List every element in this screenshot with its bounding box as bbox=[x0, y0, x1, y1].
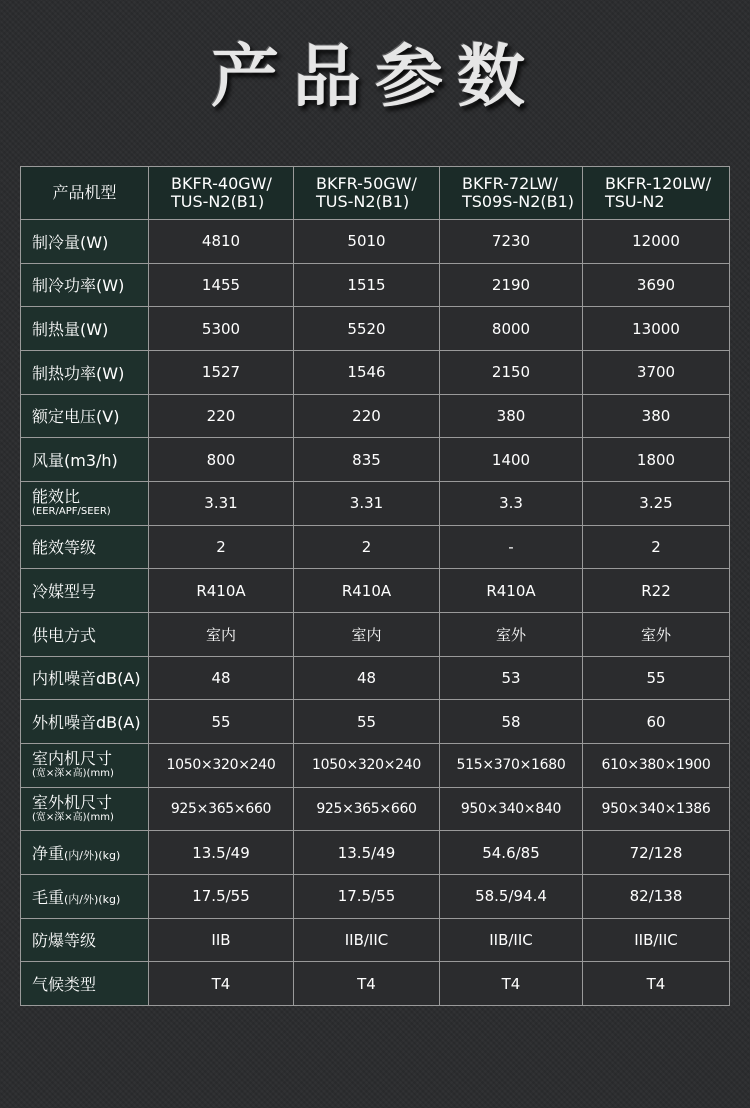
row-label bbox=[21, 831, 149, 875]
row-label-text: 防爆等级 bbox=[32, 931, 97, 951]
table-row bbox=[21, 743, 730, 787]
table-cell: 380 bbox=[583, 394, 730, 438]
table-cell: 2150 bbox=[440, 350, 583, 394]
row-label-text: 内机噪音dB(A) bbox=[32, 669, 141, 689]
table-row bbox=[21, 874, 730, 918]
table-cell: 55 bbox=[583, 656, 730, 700]
table-cell: IIB bbox=[149, 918, 294, 962]
table-cell: 室外 bbox=[583, 612, 730, 656]
table-cell: 3.31 bbox=[294, 481, 440, 525]
table-cell: T4 bbox=[294, 962, 440, 1006]
table-cell: R410A bbox=[149, 569, 294, 613]
row-label-text: 制热量(W) bbox=[32, 320, 109, 340]
table-row bbox=[21, 307, 730, 351]
model-name-line: BKFR-72LW/ bbox=[462, 174, 558, 193]
row-label-text: 能效等级 bbox=[32, 538, 97, 558]
row-label-text: 供电方式 bbox=[32, 625, 97, 645]
table-cell: 室外 bbox=[440, 612, 583, 656]
row-label-text: 室内机尺寸 bbox=[32, 749, 113, 769]
table-cell: 53 bbox=[440, 656, 583, 700]
table-cell: 835 bbox=[294, 438, 440, 482]
table-cell: 3.31 bbox=[149, 481, 294, 525]
table-cell: 60 bbox=[583, 700, 730, 744]
table-row bbox=[21, 481, 730, 525]
model-name-line: BKFR-40GW/ bbox=[171, 174, 272, 193]
table-cell: 2190 bbox=[440, 263, 583, 307]
model-header bbox=[583, 167, 730, 220]
row-label-subtext: (EER/APF/SEER) bbox=[32, 506, 111, 518]
row-label-text: 室外机尺寸 bbox=[32, 792, 113, 812]
table-row bbox=[21, 394, 730, 438]
table-cell: 515×370×1680 bbox=[440, 743, 583, 787]
table-cell: T4 bbox=[149, 962, 294, 1006]
row-label-text: 冷媒型号 bbox=[32, 582, 97, 602]
row-label-text: 制热功率(W) bbox=[32, 363, 125, 383]
row-label bbox=[21, 220, 149, 264]
row-label bbox=[21, 962, 149, 1006]
table-cell: 7230 bbox=[440, 220, 583, 264]
model-name-line: TSU-N2 bbox=[605, 192, 665, 211]
table-cell: 12000 bbox=[583, 220, 730, 264]
table-row bbox=[21, 569, 730, 613]
table-row bbox=[21, 263, 730, 307]
table-row bbox=[21, 350, 730, 394]
table-cell: 950×340×1386 bbox=[583, 787, 730, 831]
model-name-line: TUS-N2(B1) bbox=[171, 192, 265, 211]
table-cell: 1527 bbox=[149, 350, 294, 394]
row-label bbox=[21, 569, 149, 613]
row-label-unit: (内/外)(kg) bbox=[64, 849, 121, 863]
table-cell: 5010 bbox=[294, 220, 440, 264]
row-label bbox=[21, 263, 149, 307]
row-label-text: 毛重 bbox=[32, 887, 65, 907]
row-label bbox=[21, 394, 149, 438]
table-row bbox=[21, 918, 730, 962]
table-cell: 3.25 bbox=[583, 481, 730, 525]
table-cell: 8000 bbox=[440, 307, 583, 351]
table-cell: 220 bbox=[294, 394, 440, 438]
row-label bbox=[21, 481, 149, 525]
table-row bbox=[21, 656, 730, 700]
row-label-unit: (内/外)(kg) bbox=[64, 892, 121, 906]
table-cell: 4810 bbox=[149, 220, 294, 264]
row-label bbox=[21, 350, 149, 394]
row-label-text: 外机噪音dB(A) bbox=[32, 713, 141, 733]
table-cell: 48 bbox=[149, 656, 294, 700]
table-cell: 72/128 bbox=[583, 831, 730, 875]
table-cell: 58.5/94.4 bbox=[440, 874, 583, 918]
page-title: 产品参数 bbox=[210, 38, 539, 117]
table-cell: 1546 bbox=[294, 350, 440, 394]
table-cell: 室内 bbox=[149, 612, 294, 656]
row-label-subtext: (宽×深×高)(mm) bbox=[32, 811, 114, 823]
model-header bbox=[149, 167, 294, 220]
table-cell: 82/138 bbox=[583, 874, 730, 918]
table-cell: R22 bbox=[583, 569, 730, 613]
table-cell: 800 bbox=[149, 438, 294, 482]
table-cell: 220 bbox=[149, 394, 294, 438]
row-label bbox=[21, 787, 149, 831]
row-label-text: 能效比 bbox=[32, 487, 81, 507]
table-cell: 925×365×660 bbox=[149, 787, 294, 831]
row-label bbox=[21, 438, 149, 482]
row-label-text: 制冷量(W) bbox=[32, 232, 109, 252]
table-cell: 3700 bbox=[583, 350, 730, 394]
model-name-line: BKFR-50GW/ bbox=[316, 174, 417, 193]
table-cell: 17.5/55 bbox=[149, 874, 294, 918]
table-cell: - bbox=[440, 525, 583, 569]
table-row bbox=[21, 525, 730, 569]
row-label bbox=[21, 307, 149, 351]
table-cell: 3.3 bbox=[440, 481, 583, 525]
table-cell: 2 bbox=[583, 525, 730, 569]
row-label-text: 额定电压(V) bbox=[32, 407, 120, 427]
table-cell: 55 bbox=[294, 700, 440, 744]
table-cell: 1050×320×240 bbox=[294, 743, 440, 787]
table-header-row bbox=[21, 167, 730, 220]
table-cell: 925×365×660 bbox=[294, 787, 440, 831]
table-cell: IIB/IIC bbox=[583, 918, 730, 962]
model-name-line: BKFR-120LW/ bbox=[605, 174, 712, 193]
row-label-text: 风量(m3/h) bbox=[32, 451, 118, 471]
model-header bbox=[294, 167, 440, 220]
row-label-text: 净重 bbox=[32, 844, 65, 864]
table-cell: 5300 bbox=[149, 307, 294, 351]
row-label bbox=[21, 700, 149, 744]
table-cell: 58 bbox=[440, 700, 583, 744]
spec-table-body bbox=[21, 220, 730, 1006]
row-label-text: 气候类型 bbox=[32, 975, 97, 995]
row-label bbox=[21, 656, 149, 700]
table-cell: 1455 bbox=[149, 263, 294, 307]
header-label: 产品机型 bbox=[21, 167, 149, 220]
table-cell: R410A bbox=[440, 569, 583, 613]
model-name-line: TUS-N2(B1) bbox=[316, 192, 410, 211]
table-cell: 室内 bbox=[294, 612, 440, 656]
table-cell: IIB/IIC bbox=[440, 918, 583, 962]
model-name-line: TS09S-N2(B1) bbox=[462, 192, 575, 211]
table-cell: 54.6/85 bbox=[440, 831, 583, 875]
row-label bbox=[21, 525, 149, 569]
table-row bbox=[21, 962, 730, 1006]
table-row bbox=[21, 831, 730, 875]
table-row bbox=[21, 700, 730, 744]
row-label bbox=[21, 918, 149, 962]
table-cell: 13.5/49 bbox=[294, 831, 440, 875]
table-cell: 5520 bbox=[294, 307, 440, 351]
row-label bbox=[21, 743, 149, 787]
table-row bbox=[21, 220, 730, 264]
table-cell: T4 bbox=[440, 962, 583, 1006]
table-cell: 950×340×840 bbox=[440, 787, 583, 831]
table-cell: R410A bbox=[294, 569, 440, 613]
table-cell: IIB/IIC bbox=[294, 918, 440, 962]
row-label-subtext: (宽×深×高)(mm) bbox=[32, 768, 114, 780]
table-cell: 1400 bbox=[440, 438, 583, 482]
table-cell: 13000 bbox=[583, 307, 730, 351]
table-cell: 610×380×1900 bbox=[583, 743, 730, 787]
table-cell: 2 bbox=[294, 525, 440, 569]
model-header bbox=[440, 167, 583, 220]
table-cell: T4 bbox=[583, 962, 730, 1006]
table-cell: 1800 bbox=[583, 438, 730, 482]
table-row bbox=[21, 787, 730, 831]
table-cell: 1050×320×240 bbox=[149, 743, 294, 787]
table-cell: 2 bbox=[149, 525, 294, 569]
row-label bbox=[21, 874, 149, 918]
row-label bbox=[21, 612, 149, 656]
row-label-text: 制冷功率(W) bbox=[32, 276, 125, 296]
table-cell: 55 bbox=[149, 700, 294, 744]
table-cell: 13.5/49 bbox=[149, 831, 294, 875]
spec-table bbox=[20, 166, 730, 1006]
table-cell: 380 bbox=[440, 394, 583, 438]
table-cell: 17.5/55 bbox=[294, 874, 440, 918]
table-row bbox=[21, 612, 730, 656]
table-cell: 48 bbox=[294, 656, 440, 700]
table-cell: 1515 bbox=[294, 263, 440, 307]
table-cell: 3690 bbox=[583, 263, 730, 307]
table-row bbox=[21, 438, 730, 482]
